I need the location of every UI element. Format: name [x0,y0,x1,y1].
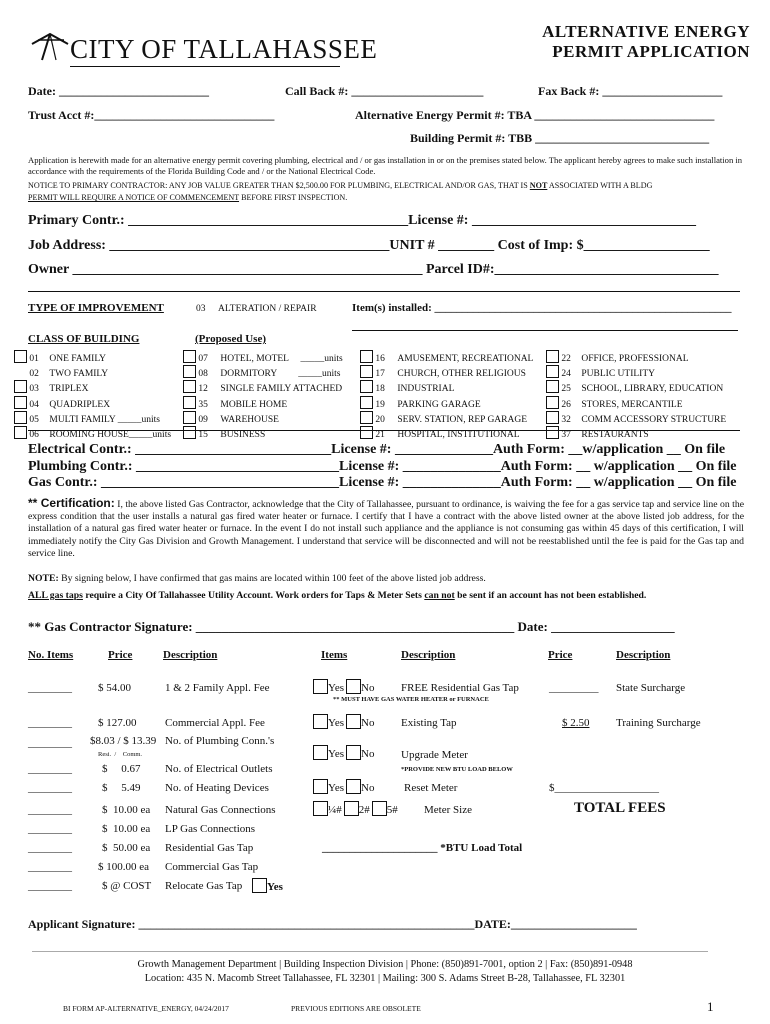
form-title-line1: ALTERNATIVE ENERGY [542,22,750,41]
plumbing-contractor-field[interactable]: Plumbing Contr.: _____________________________License #: ______________Auth Form: __ w/application __ On file [28,459,737,474]
header-price: Price [108,649,133,661]
fee-price: $ 100.00 ea [98,861,150,873]
fee-desc: Commercial Gas Tap [165,861,259,873]
fee-row [28,682,72,694]
checkbox-icon[interactable] [313,779,328,794]
fee-price: $ 54.00 [98,682,131,694]
fee-desc: Residential Gas Tap [165,842,254,854]
checkbox-icon[interactable] [546,380,559,393]
class-option[interactable]: 18 INDUSTRIAL [360,380,533,395]
state-surcharge-blank[interactable]: _________ [549,682,599,694]
meter-size: Meter Size [424,804,472,816]
primary-contractor-field[interactable]: Primary Contr.: ________________________________________License #: ________________________________ [28,213,696,228]
org-name: CITY OF TALLAHASSEE [70,34,378,64]
checkbox-icon[interactable] [546,365,559,378]
checkbox-icon[interactable] [372,801,387,816]
class-option[interactable]: 21 HOSPITAL, INSTITUTIONAL [360,426,533,441]
owner-field[interactable]: Owner __________________________________________________ Parcel ID#:________________________________ [28,262,719,277]
checkbox-icon[interactable] [183,380,196,393]
checkbox-icon[interactable] [360,380,373,393]
checkbox-icon[interactable] [346,745,361,760]
form-title-line2: PERMIT APPLICATION [552,42,750,61]
call-back-field[interactable]: Call Back #: ______________________ [285,84,484,98]
trust-acct-field[interactable]: Trust Acct #:______________________________ [28,108,275,122]
checkbox-icon[interactable] [313,714,328,729]
fee-desc: No. of Electrical Outlets [165,763,273,775]
checkbox-icon[interactable] [183,411,196,424]
checkbox-icon[interactable] [14,411,27,424]
class-option[interactable]: 19 PARKING GARAGE [360,396,533,411]
checkbox-icon[interactable] [360,350,373,363]
class-option[interactable]: 16 AMUSEMENT, RECREATIONAL [360,350,533,365]
checkbox-icon[interactable] [183,365,196,378]
existing-tap: Existing Tap [401,717,457,729]
checkbox-icon[interactable] [360,411,373,424]
fee-price: $ 50.00 ea [102,842,151,854]
class-option[interactable]: 09 WAREHOUSE [183,411,343,426]
class-option[interactable]: 32 COMM ACCESSORY STRUCTURE [546,411,726,426]
page-number: 1 [707,999,714,1014]
fee-qty-field[interactable]: ________ [28,823,72,835]
checkbox-icon[interactable] [546,426,559,439]
gas-taps-note: ALL gas taps require a City Of Tallahassee Utility Account. Work orders for Taps & Meter Sets can not be sent if an account has not been established. [28,590,647,601]
checkbox-icon[interactable] [546,396,559,409]
checkbox-icon[interactable] [252,878,267,893]
upgrade-meter: Upgrade Meter [401,749,468,761]
class-option[interactable]: 05 MULTI FAMILY _____units [14,411,171,426]
checkbox-icon[interactable] [183,350,196,363]
notice-contractor: NOTICE TO PRIMARY CONTRACTOR: ANY JOB VALUE GREATER THAN $2,500.00 FOR PLUMBING, ELECTRICAL AND/OR GAS, THAT IS NOT ASSOCIATED WITH A BLDG [28,181,653,190]
fee-desc: Natural Gas Connections [165,804,276,816]
fee-price: $ @ COST [102,880,152,892]
must-have-note: ** MUST HAVE GAS WATER HEATER or FURNACE [333,696,489,703]
fee-price: $ 127.00 [98,717,137,729]
class-option[interactable]: 06 ROOMING HOUSE_____units [14,426,171,441]
fee-desc: Relocate Gas Tap [165,880,243,892]
checkbox-icon[interactable] [346,679,361,694]
checkbox-icon[interactable] [313,679,328,694]
fee-price: $8.03 / $ 13.39 [90,735,157,747]
resi-comm-label: Resi. / Comm. [98,751,143,758]
fee-desc: No. of Plumbing Conn.'s [165,735,275,747]
fee-qty-field[interactable]: ________ [28,842,72,854]
class-option[interactable]: 08 DORMITORY _____units [183,365,343,380]
divider [28,291,740,292]
header-items: Items [321,649,348,661]
electrical-contractor-field[interactable]: Electrical Contr.: ____________________________License #: ______________Auth Form: __w/application __ On file [28,442,726,457]
header-description-3: Description [616,649,671,661]
obsolete-note: PREVIOUS EDITIONS ARE OBSOLETE [291,1004,421,1013]
fee-qty-field[interactable]: ________ [28,763,72,775]
fee-desc: No. of Heating Devices [165,782,269,794]
fee-desc: 1 & 2 Family Appl. Fee [165,682,270,694]
reset-meter: Reset Meter [404,782,458,794]
type-of-improvement-label: TYPE OF IMPROVEMENT [28,302,164,314]
header-price-2: Price [548,649,573,661]
class-option[interactable]: 15 BUSINESS [183,426,343,441]
class-option[interactable]: 07 HOTEL, MOTEL _____units [183,350,343,365]
class-option[interactable]: 26 STORES, MERCANTILE [546,396,726,411]
class-option[interactable]: 37 RESTAURANTS [546,426,726,441]
reset-meter-yes-no[interactable]: Yes No [313,779,374,794]
class-column-2 [183,350,343,441]
header-description-2: Description [401,649,456,661]
checkbox-icon[interactable] [14,350,27,363]
training-surcharge: Training Surcharge [616,717,701,729]
fee-qty-field[interactable]: ________ [28,682,72,694]
fee-qty-field[interactable]: ________ [28,880,72,892]
items-installed-field[interactable]: Item(s) installed: ______________________________________________________ [352,302,732,314]
free-residential-gas-tap: FREE Residential Gas Tap [401,682,519,694]
class-option[interactable]: 17 CHURCH, OTHER RELIGIOUS [360,365,533,380]
class-option[interactable]: 04 QUADRIPLEX [14,396,171,411]
checkbox-icon[interactable] [360,365,373,378]
class-option[interactable]: 25 SCHOOL, LIBRARY, EDUCATION [546,380,726,395]
proposed-use-label: (Proposed Use) [195,333,266,345]
checkbox-icon[interactable] [183,396,196,409]
existing-tap-yes-no[interactable]: Yes No [313,714,374,729]
class-option[interactable]: 03 TRIPLEX [14,380,171,395]
gas-mains-note: NOTE: By signing below, I have confirmed that gas mains are located within 100 feet of the above listed job address. [28,573,486,584]
form-id: BI FORM AP-ALTERNATIVE_ENERGY, 04/24/2017 [63,1004,229,1013]
items-installed-line2 [352,330,738,331]
building-permit-field[interactable]: Building Permit #: TBB _____________________________ [410,131,710,145]
org-underline [70,66,340,67]
date-field[interactable]: Date: _________________________ [28,84,209,98]
class-column-1 [14,350,171,441]
state-surcharge: State Surcharge [616,682,686,694]
class-option[interactable]: 20 SERV. STATION, REP GARAGE [360,411,533,426]
fax-back-field[interactable]: Fax Back #: ____________________ [538,84,723,98]
certification-text: ** Certification: I, the above listed Gas Contractor, acknowledge that the City of Tallahassee, pursuant to ordinance, is waiving the fee for a gas service tap and service line on the express condition that the user installs a natural gas fired water heater or furnace. I certify that I have a contract with the above listed owner at the above listed job address, for the installation of a natural gas fired water heater or furnace. In the event I do not install such appliance and the appliance is not consuming gas within 45 days of this certification, I will immediately notify the City Gas Division and Growth Management. I understand that service will be disconnected and will not be reestablished until the fee is paid for the Gas tap and service line. [28,496,744,559]
fee-desc: LP Gas Connections [165,823,256,835]
free-tap-yes-no[interactable]: Yes No [313,679,374,694]
improvement-code: 03 [196,304,206,314]
gas-contractor-signature[interactable]: ** Gas Contractor Signature: _________________________________________________ Date: ___________________ [28,619,675,634]
header-description: Description [163,649,218,661]
footer-department: Growth Management Department | Building Inspection Division | Phone: (850)891-7001, option 2 | Fax: (850)891-0948 [137,959,633,970]
divider [28,430,740,431]
footer-divider [32,951,708,952]
class-option[interactable]: 22 OFFICE, PROFESSIONAL [546,350,726,365]
meter-size-options[interactable]: ¼# 2# 5# [313,801,398,816]
applicant-signature[interactable]: Applicant Signature: ________________________________________________________DATE:_____________________ [28,917,637,931]
checkbox-icon[interactable] [546,411,559,424]
checkbox-icon[interactable] [14,396,27,409]
fee-qty-field[interactable]: ________ [28,782,72,794]
footer-location: Location: 435 N. Macomb Street Tallahassee, FL 32301 | Mailing: 300 S. Adams Street B-28, Tallahassee, FL 32301 [144,973,626,984]
class-option[interactable]: 02 TWO FAMILY [29,369,109,380]
class-option[interactable]: 35 MOBILE HOME [183,396,343,411]
class-column-3 [360,350,533,441]
job-address-field[interactable]: Job Address: ________________________________________UNIT # ________ Cost of Imp: $__________________ [28,238,710,253]
fee-price: $ 0.67 [102,763,141,775]
intro-paragraph: Application is herewith made for an alternative energy permit covering plumbing, electrical and / or gas installation in or on the premises stated below. The applicant hereby agrees to make such installation in accordance with the requirements of the Florida Building Code and / or the National Electrical Code. [28,155,743,176]
checkbox-icon[interactable] [346,779,361,794]
checkbox-icon[interactable] [346,714,361,729]
fee-qty-field[interactable]: ________ [28,717,72,729]
class-of-building-label: CLASS OF BUILDING [28,333,140,345]
fee-desc: Commercial Appl. Fee [165,717,265,729]
class-option[interactable]: 24 PUBLIC UTILITY [546,365,726,380]
training-surcharge-price: $ 2.50 [562,717,590,729]
fee-price: $ 5.49 [102,782,141,794]
city-logo [30,30,70,69]
checkbox-icon[interactable] [360,396,373,409]
fee-price: $ 10.00 ea [102,823,151,835]
improvement-desc: ALTERATION / REPAIR [218,304,317,314]
class-column-4 [546,350,726,441]
notice-commencement: PERMIT WILL REQUIRE A NOTICE OF COMMENCEMENT BEFORE FIRST INSPECTION. [28,193,348,202]
provide-btu-note: *PROVIDE NEW BTU LOAD BELOW [401,766,513,773]
fee-qty-field[interactable]: ________ [28,804,72,816]
total-fees: TOTAL FEES [574,800,666,816]
upgrade-meter-yes-no[interactable]: Yes No [313,745,374,760]
checkbox-icon[interactable] [546,350,559,363]
relocate-yes-option[interactable]: Yes [252,878,283,893]
capitol-logo-icon [30,30,70,64]
total-dollar-line[interactable]: $___________________ [549,782,659,794]
fee-price: $ 10.00 ea [102,804,151,816]
gas-contractor-field[interactable]: Gas Contr.: __________________________________License #: ______________Auth Form: __ w/application __ On file [28,475,737,490]
checkbox-icon[interactable] [344,801,359,816]
alt-energy-permit-field[interactable]: Alternative Energy Permit #: TBA ______________________________ [355,108,715,122]
class-option[interactable]: 12 SINGLE FAMILY ATTACHED [183,380,343,395]
btu-load-total[interactable]: _____________________ *BTU Load Total [322,842,523,854]
checkbox-icon[interactable] [14,380,27,393]
checkbox-icon[interactable] [360,426,373,439]
checkbox-icon[interactable] [183,426,196,439]
header-no-items: No. Items [28,649,74,661]
checkbox-icon[interactable] [14,426,27,439]
checkbox-icon[interactable] [313,745,328,760]
checkbox-icon[interactable] [313,801,328,816]
fee-qty-field[interactable]: ________ [28,737,72,749]
class-option[interactable]: 01 ONE FAMILY [14,350,171,365]
fee-qty-field[interactable]: ________ [28,861,72,873]
